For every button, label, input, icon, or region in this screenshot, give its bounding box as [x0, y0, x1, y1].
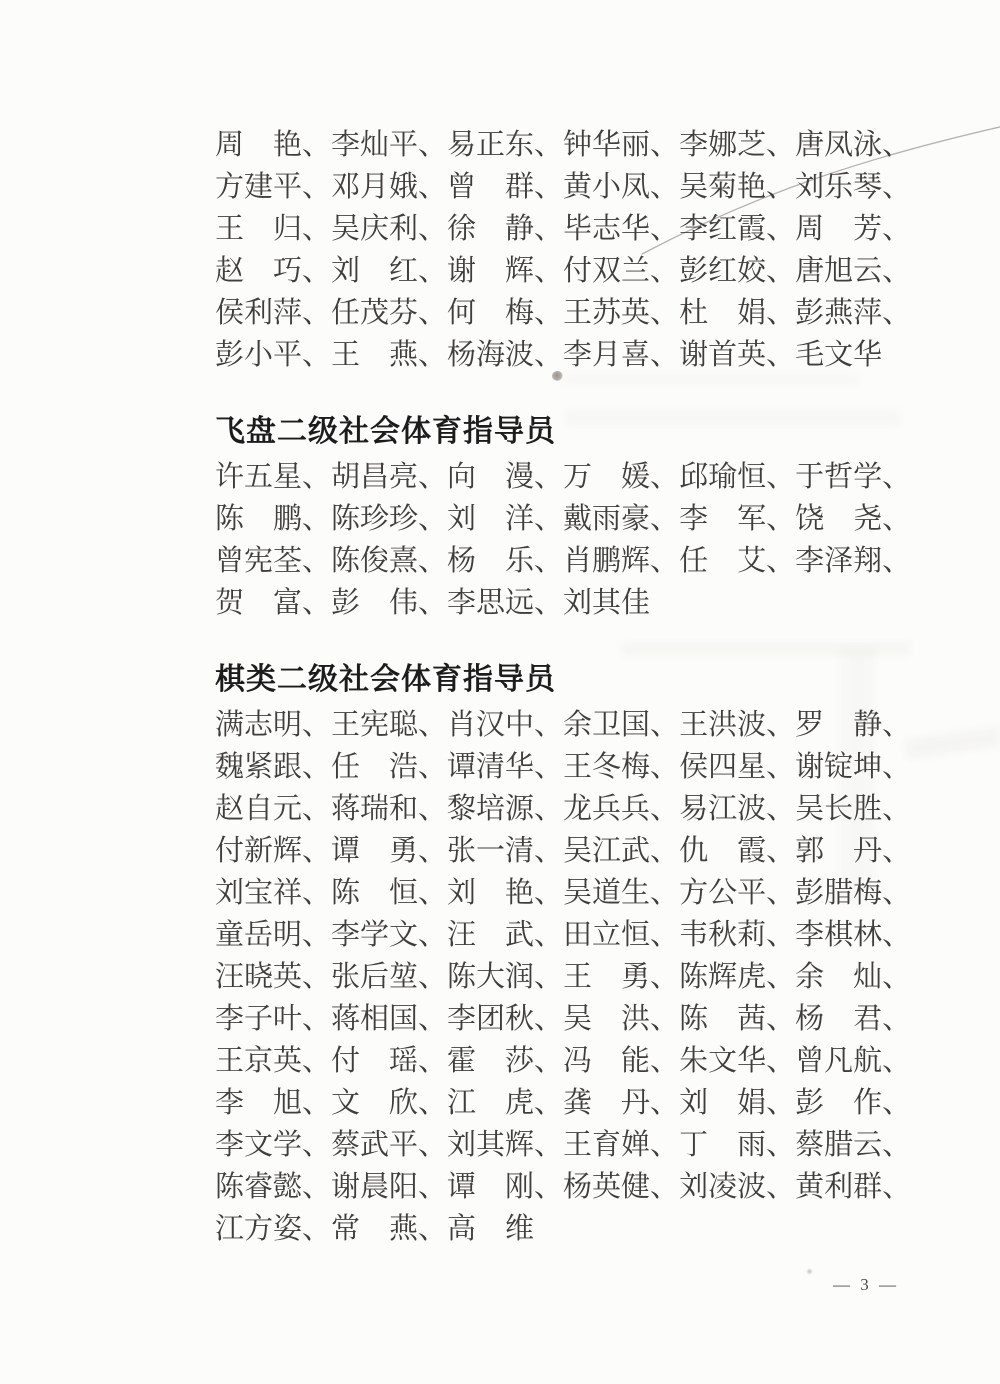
name-line	[215, 247, 912, 289]
name-line	[215, 121, 912, 163]
person-name: 曾 群、	[447, 170, 564, 203]
person-name: 付双兰、	[563, 254, 680, 287]
person-name: 王 燕、	[331, 338, 448, 371]
name-line	[215, 743, 912, 785]
person-name: 万 媛、	[563, 460, 680, 493]
person-name: 蒋相国、	[331, 1002, 448, 1035]
person-name: 谢锭坤、	[795, 750, 912, 783]
person-name: 霍 莎、	[447, 1044, 564, 1077]
person-name: 陈珍珍、	[331, 502, 448, 535]
person-name: 付新辉、	[215, 834, 332, 867]
person-name: 谭清华、	[447, 750, 564, 783]
name-line	[215, 579, 848, 621]
person-name: 满志明、	[215, 708, 332, 741]
person-name: 谢晨阳、	[331, 1170, 448, 1203]
person-name: 肖鹏辉、	[563, 544, 680, 577]
person-name: 谭 勇、	[331, 834, 448, 867]
name-line	[215, 911, 912, 953]
person-name: 肖汉中、	[447, 708, 564, 741]
person-name: 彭小平、	[215, 338, 332, 371]
person-name: 侯利萍、	[215, 296, 332, 329]
person-name: 杨英健、	[563, 1170, 680, 1203]
person-name: 易正东、	[447, 128, 564, 161]
person-name: 彭 伟、	[331, 586, 448, 619]
person-name: 高 维	[447, 1212, 535, 1245]
name-line	[215, 331, 883, 373]
section-header: 棋类二级社会体育指导员	[215, 663, 556, 696]
person-name: 饶 尧、	[795, 502, 912, 535]
name-line	[215, 827, 912, 869]
person-name: 刘宝祥、	[215, 876, 332, 909]
person-name: 易江波、	[679, 792, 796, 825]
person-name: 吴 洪、	[563, 1002, 680, 1035]
person-name: 王冬梅、	[563, 750, 680, 783]
person-name: 龚 丹、	[563, 1086, 680, 1119]
person-name: 方公平、	[679, 876, 796, 909]
name-line	[215, 995, 912, 1037]
person-name: 童岳明、	[215, 918, 332, 951]
person-name: 邱瑜恒、	[679, 460, 796, 493]
person-name: 杨 乐、	[447, 544, 564, 577]
name-line	[215, 869, 912, 911]
person-name: 王育婵、	[563, 1128, 680, 1161]
person-name: 韦秋莉、	[679, 918, 796, 951]
name-line	[215, 163, 912, 205]
person-name: 陈睿懿、	[215, 1170, 332, 1203]
person-name: 李娜芝、	[679, 128, 796, 161]
person-name: 唐旭云、	[795, 254, 912, 287]
name-line	[215, 785, 912, 827]
person-name: 刘 洋、	[447, 502, 564, 535]
name-line	[215, 1205, 848, 1247]
person-name: 郭 丹、	[795, 834, 912, 867]
person-name: 向 漫、	[447, 460, 564, 493]
name-line	[215, 289, 912, 331]
person-name: 王苏英、	[563, 296, 680, 329]
person-name: 余卫国、	[563, 708, 680, 741]
person-name: 周 艳、	[215, 128, 332, 161]
name-line	[215, 1163, 912, 1205]
person-name: 李灿平、	[331, 128, 448, 161]
person-name: 赵自元、	[215, 792, 332, 825]
person-name: 丁 雨、	[679, 1128, 796, 1161]
person-name: 刘其辉、	[447, 1128, 564, 1161]
person-name: 谢 辉、	[447, 254, 564, 287]
person-name: 刘 娟、	[679, 1086, 796, 1119]
name-line	[215, 453, 912, 495]
person-name: 钟华丽、	[563, 128, 680, 161]
person-name: 汪 武、	[447, 918, 564, 951]
person-name: 任 艾、	[679, 544, 796, 577]
person-name: 田立恒、	[563, 918, 680, 951]
person-name: 李文学、	[215, 1128, 332, 1161]
bleedthrough-smudge	[904, 726, 1000, 759]
person-name: 吴道生、	[563, 876, 680, 909]
person-name: 曾宪荃、	[215, 544, 332, 577]
person-name: 任茂芬、	[331, 296, 448, 329]
person-name: 李学文、	[331, 918, 448, 951]
person-name: 冯 能、	[563, 1044, 680, 1077]
person-name: 刘 艳、	[447, 876, 564, 909]
person-name: 胡昌亮、	[331, 460, 448, 493]
person-name: 李红霞、	[679, 212, 796, 245]
person-name: 贺 富、	[215, 586, 332, 619]
person-name: 陈俊熹、	[331, 544, 448, 577]
scan-speck-small	[806, 1268, 813, 1275]
person-name: 吴庆利、	[331, 212, 448, 245]
person-name: 黎培源、	[447, 792, 564, 825]
name-line	[215, 1079, 912, 1121]
person-name: 李 旭、	[215, 1086, 332, 1119]
name-line	[215, 205, 912, 247]
name-line	[215, 537, 912, 579]
person-name: 何 梅、	[447, 296, 564, 329]
person-name: 龙兵兵、	[563, 792, 680, 825]
person-name: 王洪波、	[679, 708, 796, 741]
document-body	[215, 121, 912, 1247]
person-name: 黄小凤、	[563, 170, 680, 203]
person-name: 杨 君、	[795, 1002, 912, 1035]
person-name: 邓月娥、	[331, 170, 448, 203]
person-name: 陈辉虎、	[679, 960, 796, 993]
person-name: 陈大润、	[447, 960, 564, 993]
person-name: 刘其佳	[563, 586, 651, 619]
person-name: 魏紧跟、	[215, 750, 332, 783]
person-name: 李 军、	[679, 502, 796, 535]
person-name: 王京英、	[215, 1044, 332, 1077]
person-name: 蒋瑞和、	[331, 792, 448, 825]
person-name: 谭 刚、	[447, 1170, 564, 1203]
person-name: 李月喜、	[563, 338, 680, 371]
section-header: 飞盘二级社会体育指导员	[215, 415, 556, 448]
page-number: — 3 —	[833, 1275, 899, 1294]
person-name: 文 欣、	[331, 1086, 448, 1119]
person-name: 付 瑶、	[331, 1044, 448, 1077]
person-name: 侯四星、	[679, 750, 796, 783]
person-name: 李泽翔、	[795, 544, 912, 577]
person-name: 江 虎、	[447, 1086, 564, 1119]
person-name: 于哲学、	[795, 460, 912, 493]
person-name: 彭红姣、	[679, 254, 796, 287]
name-line	[215, 1037, 912, 1079]
name-line	[215, 495, 912, 537]
person-name: 杜 娟、	[679, 296, 796, 329]
person-name: 李棋林、	[795, 918, 912, 951]
person-name: 王宪聪、	[331, 708, 448, 741]
person-name: 戴雨豪、	[563, 502, 680, 535]
person-name: 陈 恒、	[331, 876, 448, 909]
person-name: 吴长胜、	[795, 792, 912, 825]
person-name: 李思远、	[447, 586, 564, 619]
person-name: 刘 红、	[331, 254, 448, 287]
person-name: 唐凤泳、	[795, 128, 912, 161]
person-name: 李子叶、	[215, 1002, 332, 1035]
person-name: 仇 霞、	[679, 834, 796, 867]
person-name: 曾凡航、	[795, 1044, 912, 1077]
person-name: 彭 作、	[795, 1086, 912, 1119]
person-name: 杨海波、	[447, 338, 564, 371]
person-name: 方建平、	[215, 170, 332, 203]
person-name: 周 芳、	[795, 212, 912, 245]
person-name: 刘乐琴、	[795, 170, 912, 203]
person-name: 谢首英、	[679, 338, 796, 371]
person-name: 黄利群、	[795, 1170, 912, 1203]
person-name: 任 浩、	[331, 750, 448, 783]
person-name: 蔡腊云、	[795, 1128, 912, 1161]
person-name: 朱文华、	[679, 1044, 796, 1077]
person-name: 蔡武平、	[331, 1128, 448, 1161]
person-name: 徐 静、	[447, 212, 564, 245]
person-name: 彭燕萍、	[795, 296, 912, 329]
person-name: 彭腊梅、	[795, 876, 912, 909]
person-name: 许五星、	[215, 460, 332, 493]
person-name: 李团秋、	[447, 1002, 564, 1035]
person-name: 张一清、	[447, 834, 564, 867]
person-name: 王 归、	[215, 212, 332, 245]
person-name: 常 燕、	[331, 1212, 448, 1245]
person-name: 陈 茜、	[679, 1002, 796, 1035]
person-name: 陈 鹏、	[215, 502, 332, 535]
person-name: 张后堃、	[331, 960, 448, 993]
person-name: 毕志华、	[563, 212, 680, 245]
person-name: 吴江武、	[563, 834, 680, 867]
person-name: 余 灿、	[795, 960, 912, 993]
person-name: 江方姿、	[215, 1212, 332, 1245]
name-line	[215, 1121, 912, 1163]
person-name: 赵 巧、	[215, 254, 332, 287]
person-name: 汪晓英、	[215, 960, 332, 993]
person-name: 王 勇、	[563, 960, 680, 993]
person-name: 毛文华	[795, 338, 883, 371]
person-name: 罗 静、	[795, 708, 912, 741]
name-line	[215, 701, 912, 743]
person-name: 吴菊艳、	[679, 170, 796, 203]
person-name: 刘凌波、	[679, 1170, 796, 1203]
name-line	[215, 953, 912, 995]
